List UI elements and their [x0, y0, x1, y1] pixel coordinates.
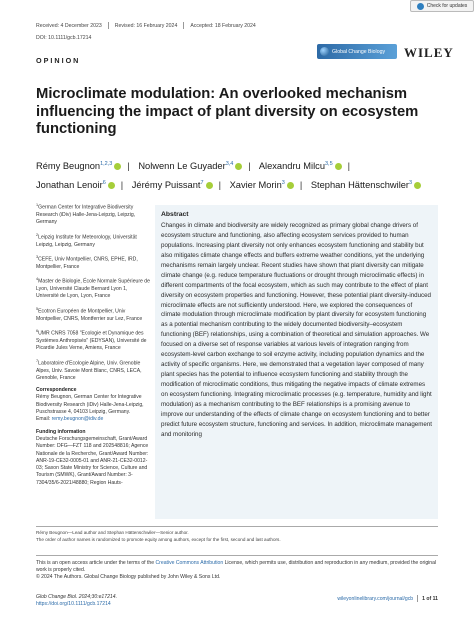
email-link[interactable]: remy.beugnon@idiv.de — [51, 416, 104, 423]
article-dates — [36, 22, 256, 29]
orcid-icon[interactable] — [335, 163, 342, 170]
section-label: OPINION — [36, 56, 81, 65]
doi-link[interactable]: https://doi.org/10.1111/gcb.17214 — [36, 601, 111, 607]
author[interactable]: Jonathan Lenoir$^6$ — [36, 180, 115, 190]
journal-site-link[interactable]: wileyonlinelibrary.com/journal/gcb — [337, 595, 414, 602]
funding-heading: Funding information — [36, 428, 86, 435]
page-number: 1 of 11 — [422, 595, 438, 602]
affiliations-column — [36, 202, 151, 492]
abstract-box — [155, 205, 438, 519]
author-list: Rémy Beugnon$^{1,2,3}$ | Nolwenn Le Guyader$^{3,4}$ | Alexandru Milcu$^{3,5}$ | Jonathan Lenoir$^6$ | Jérémy Puissant$^7$ | Xavier Morin$^3$ | Stephan Hättenschwiler$^3$ — [36, 156, 456, 194]
orcid-icon[interactable] — [108, 182, 115, 189]
affiliation: $^6$UMR CNRS 7058 "Ecologie et Dynamique des Systèmes Anthropisés" (EDYSAN), Université de Picardie Jules Verne, Amiens, France — [36, 329, 147, 352]
orcid-icon[interactable] — [235, 163, 242, 170]
check-for-updates-button[interactable] — [410, 0, 474, 12]
cc-license-link[interactable]: Creative Commons Attribution — [155, 560, 224, 566]
orcid-icon[interactable] — [114, 163, 121, 170]
crossmark-icon — [417, 3, 424, 10]
affiliation: $^1$German Center for Integrative Biodiversity Research (iDiv) Halle-Jena-Leipzig, Leipzig, Germany — [36, 203, 136, 226]
funding: Funding information Deutsche Forschungsgemeinschaft, Grant/Award Number: DFG—FZT 118 and 202548816; Agence Nationale de la Recherche, Grant/Award Number: ANR-19-CE32-0005-01 and ANR-21-CE32-0012-03; Saxon State Ministry for Science, Culture and Tourism (SMWK), Grant/Award Number: 3-7304/35/6-2021/48880; Region Hauts- — [36, 428, 149, 486]
correspondence-heading: Correspondence — [36, 387, 77, 394]
copyright: © 2024 The Authors. Global Change Biology published by John Wiley & Sons Ltd. — [36, 573, 221, 580]
affiliation: $^7$Laboratoire d'Ecologie Alpine, Univ. Grenoble Alpes, Univ. Savoie Mont Blanc, CNRS, LECA, Grenoble, France — [36, 358, 142, 381]
author-roles-note: Rémy Beugnon—Lead author and Stephan Hättenschwiler—Senior author. — [36, 530, 189, 535]
author-order-note: The order of author names is randomized to promote equity among authors, except for the first, second and last authors. — [36, 536, 281, 542]
author[interactable]: Xavier Morin$^3$ — [230, 180, 294, 190]
doi: DOI: 10.1111/gcb.17214 — [36, 35, 92, 41]
footer-right — [337, 595, 438, 602]
check-for-updates-label: Check for updates — [426, 3, 468, 9]
author[interactable]: Stephan Hättenschwiler$^3$ — [311, 180, 421, 190]
footer-citation: Glob Change Biol. 2024;30:e17214. https://doi.org/10.1111/gcb.17214 — [36, 594, 117, 607]
affiliation: $^3$CEFE, Univ Montpellier, CNRS, EPHE, IRD, Montpellier, France — [36, 254, 138, 270]
abstract-text: Changes in climate and biodiversity are widely recognized as primary global change drivers of ecosystem structure and functioning, also affecting ecosystem services provided to human populations. Increasing plant diversity not only enhances ecosystem functioning and stability but also mitigates climate change effects and buffers extreme weather conditions, yet the underlying mechanisms remain largely unclear. Recent studies have shown that plant diversity can mitigate climate change (e.g. reduce temperature fluctuations or drought through microclimatic effects) in different compartments of the focal ecosystem, which as such may contribute to the effect of plant diversity on ecosystem properties and functioning. However, these potential plant diversity-induced microclimate effects are not sufficiently understood. Here, we explored the consequences of climate modulation through microclimate modification by plant diversity for ecosystem functioning as a potential mechanism contributing to the widely documented biodiversity–ecosystem functioning (BEF) relationships, using a combination of theoretical and simulation approaches. We focused on a diverse set of response variables at various levels of integration ranging from ecosystem-level carbon exchange to soil enzyme activity, including population dynamics and the activity of specific organisms. Here, we demonstrated that a vegetation layer composed of many plant species has the potential to influence ecosystem functioning and stability through the modification of microclimatic conditions, thus mitigating the negative impacts of climate extremes on ecosystem functioning. Integrating microclimatic processes (e.g. temperature, humidity and light modulation) as a mechanism contributing to the BEF relationships is a promising avenue to improve our understanding of the effects of climate change on ecosystem functioning and to better predict future ecosystem structure, functioning and services. In addition, microclimate management and monitoring — [161, 222, 433, 438]
affiliation: $^4$Master de Biologie, École Normale Supérieure de Lyon, Université Claude Bernard Lyon 1, Université de Lyon, Lyon, France — [36, 277, 150, 300]
affiliation: $^2$Leipzig Institute for Meteorology, Universität Leipzig, Leipzig, Germany — [36, 232, 137, 248]
divider — [36, 555, 438, 556]
orcid-icon[interactable] — [287, 182, 294, 189]
author-notes — [36, 530, 438, 543]
journal-badge[interactable] — [317, 44, 397, 59]
author[interactable]: Nolwenn Le Guyader$^{3,4}$ — [138, 161, 242, 171]
received-date: Received: 4 December 2023 — [36, 22, 102, 29]
journal-name: Global Change Biology — [332, 48, 386, 55]
revised-date: Revised: 16 February 2024 — [114, 22, 178, 29]
article-title: Microclimate modulation: An overlooked mechanism influencing the impact of plant diversity on ecosystem functioning — [36, 86, 419, 137]
abstract-heading: Abstract — [161, 211, 189, 218]
author[interactable]: Rémy Beugnon$^{1,2,3}$ — [36, 161, 121, 171]
author[interactable]: Alexandru Milcu$^{3,5}$ — [259, 161, 342, 171]
correspondence: Correspondence Rémy Beugnon, German Center for Integrative Biodiversity Research (iDiv) Halle-Jena-Leipzig, Puschstrasse 4, 04103 Leipzig, Germany. Email: remy.beugnon@idiv.de — [36, 387, 144, 423]
affiliation: $^5$Ecotron Européen de Montpellier, Univ Montpellier, CNRS, Montferrier sur Lez, France — [36, 306, 143, 322]
author[interactable]: Jérémy Puissant$^7$ — [132, 180, 213, 190]
orcid-icon[interactable] — [206, 182, 213, 189]
license-statement: This is an open access article under the terms of the Creative Commons Attribution License, which permits use, distribution and reproduction in any medium, provided the original work is properly cited. © 2024 The Authors. Global Change Biology published by John Wiley & Sons Ltd. — [36, 560, 437, 580]
orcid-icon[interactable] — [414, 182, 421, 189]
accepted-date: Accepted: 18 February 2024 — [190, 22, 256, 29]
divider — [36, 526, 438, 527]
globe-icon — [320, 47, 329, 56]
publisher-logo: WILEY — [404, 45, 454, 60]
